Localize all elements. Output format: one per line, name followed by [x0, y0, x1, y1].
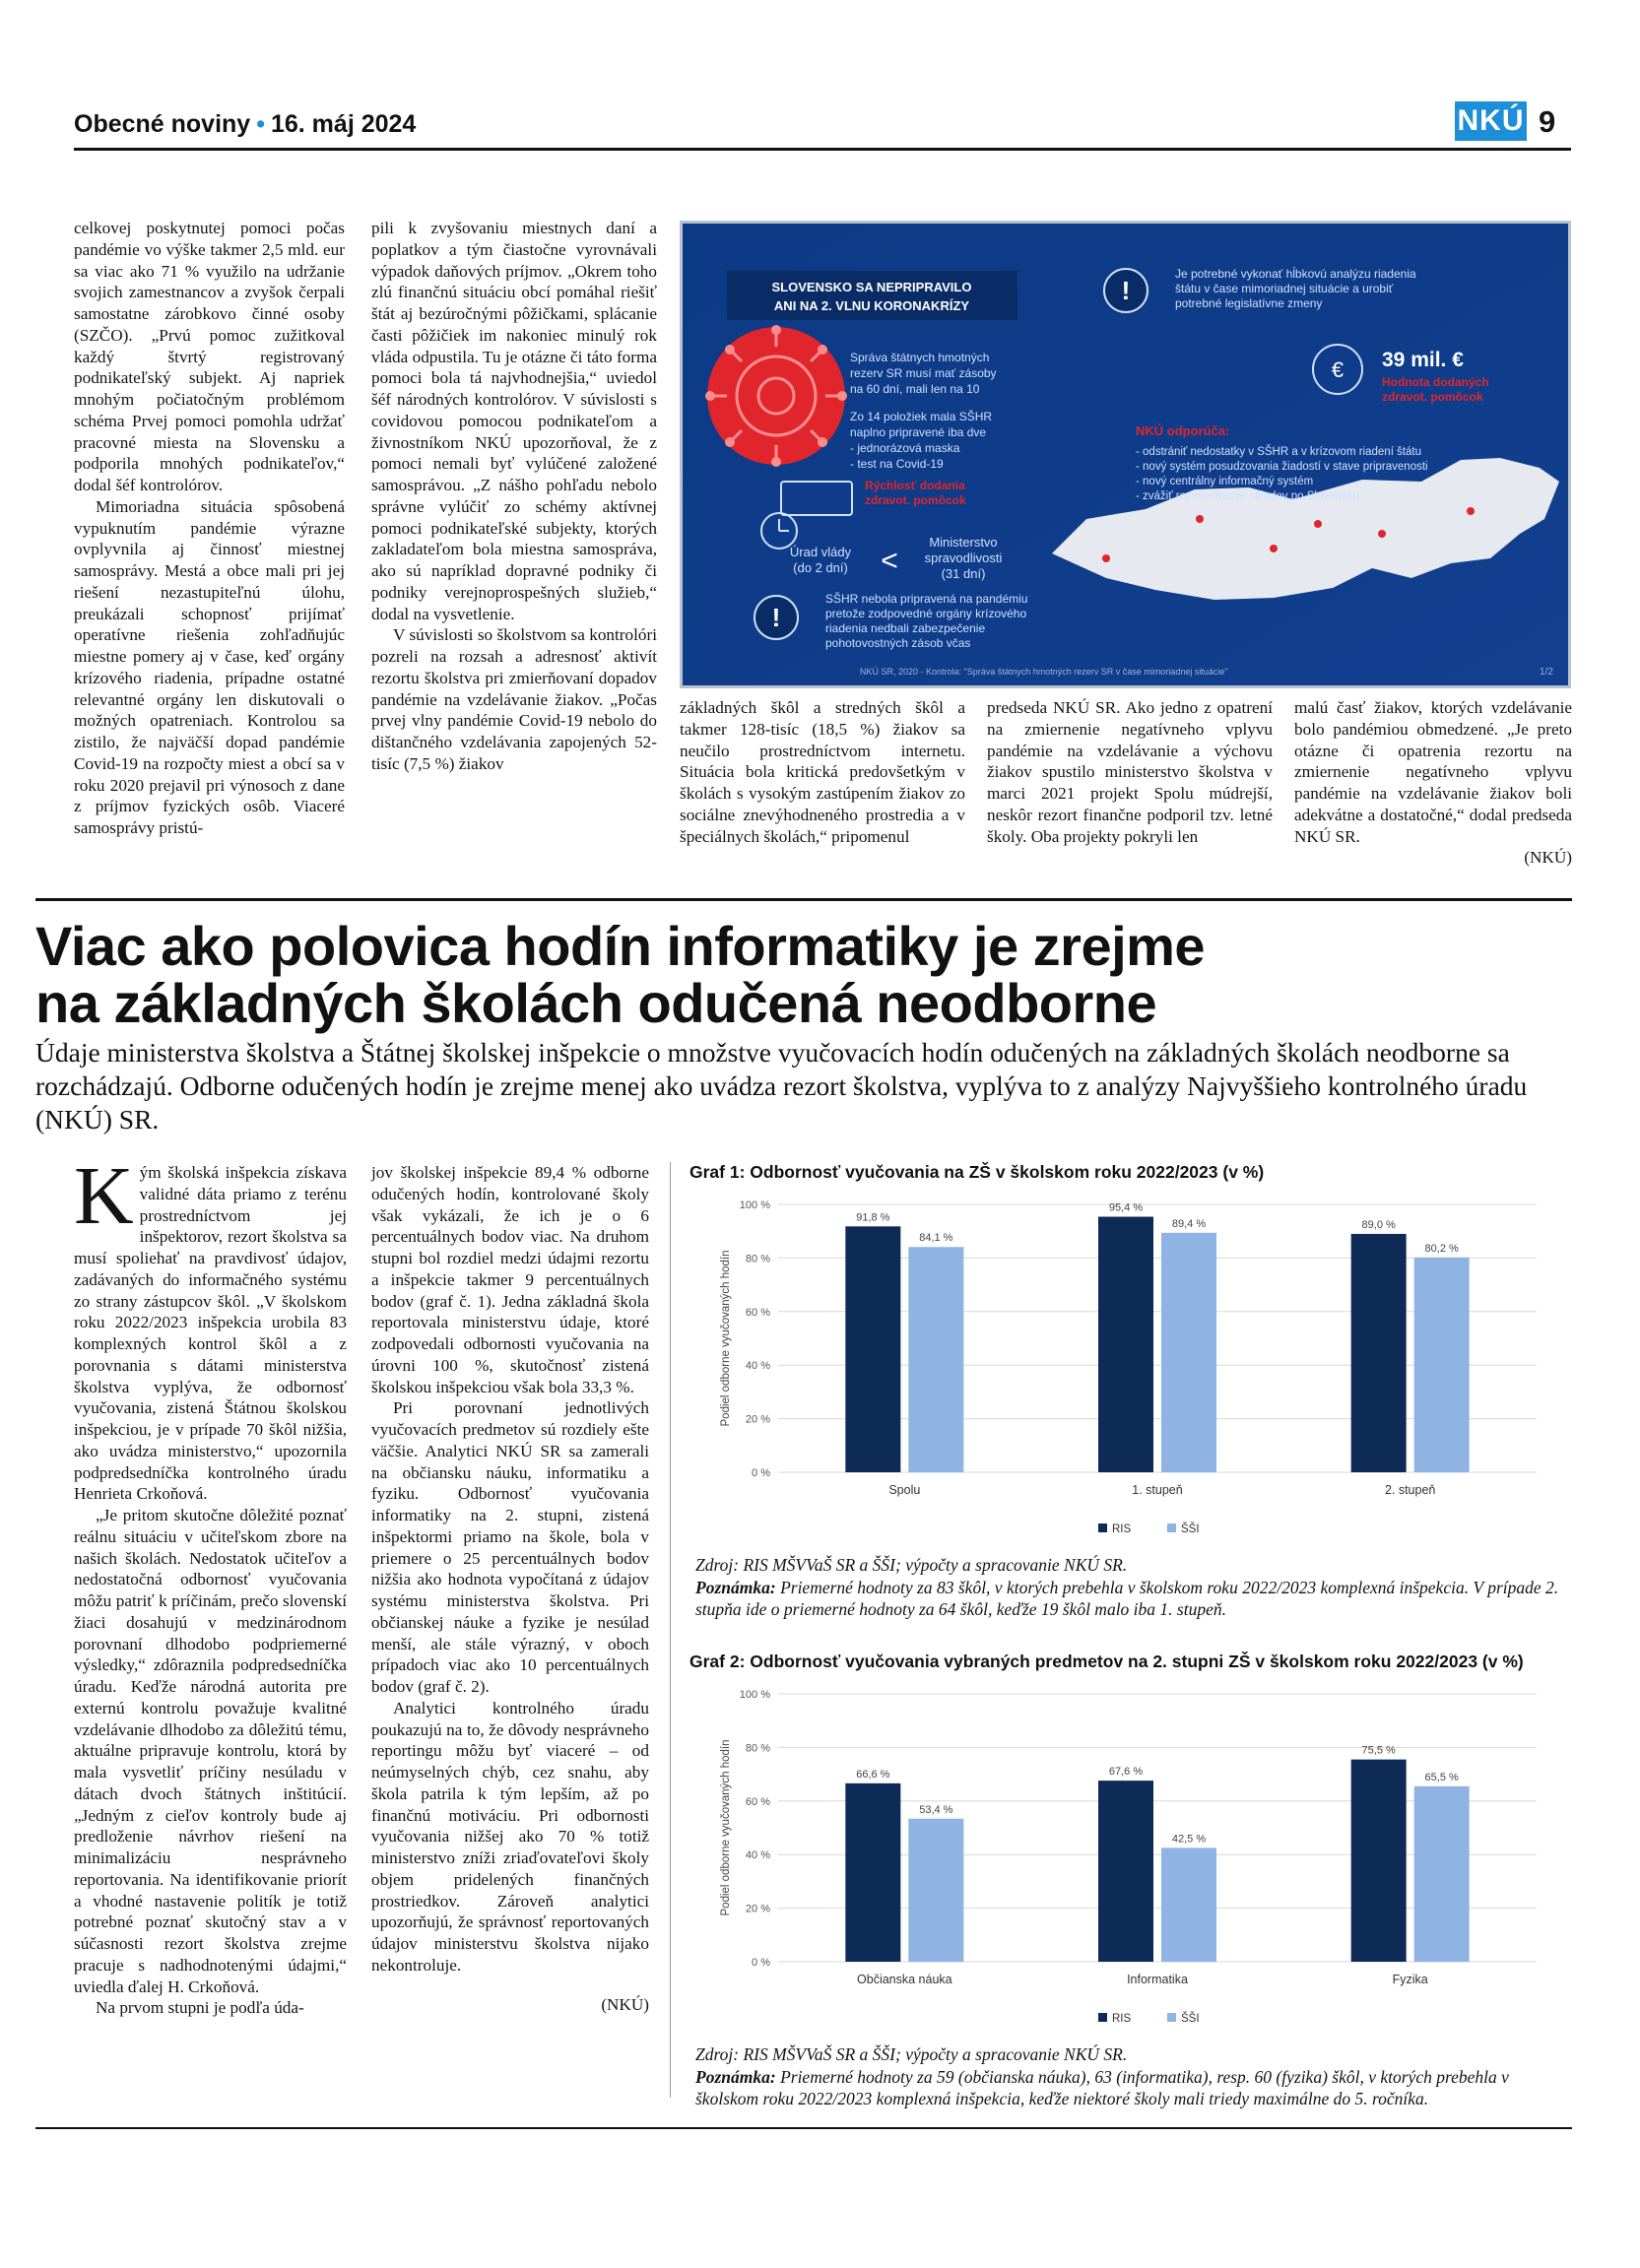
- amount-value: 39 mil. €: [1382, 349, 1464, 371]
- paragraph: pili k zvyšovaniu miestnych daní a poplatkov a tým čiastočne vyrovnávali výpadok daňových príjmov. „Okrem toho zlú finančnú situáciu obcí pomáhal riešiť štát aj bezúročnými pôžičkami, splácanie časti pôžičiek im nakoniec minulý rok vláda odpustila. Tu je otázne či táto forma pomoci bola tá najvhodnejšia,“ uviedol šéf národných kontrolórov. V súvislosti s covidovou pomocou podnikateľom a živnostníkom NKÚ upozorňoval, že z pomoci nemali byť vylúčené založené samosprávou. „Z nášho pohľadu nebolo správne vylúčiť zo schémy aktívnej pomoci podnikateľské subjekty, ktorých zakladateľom bola miestna samospráva, ako sú napríklad dopravné podniky či podniky verejnoprospešných služieb,“ dodal na vysvetlenie.: [371, 219, 657, 623]
- reserves-text-1: Správa štátnych hmotných: [850, 351, 990, 364]
- header-rule: [74, 148, 1571, 151]
- bar-ssi: [908, 1819, 963, 1962]
- drop-cap: K: [74, 1150, 134, 1242]
- nku-logo: NKÚ: [1455, 101, 1527, 141]
- y-tick-label: 0 %: [752, 1467, 770, 1479]
- covid-infographic: [680, 221, 1571, 688]
- bar-ris: [845, 1783, 900, 1962]
- sshr-text-3: riadenia nedbali zabezpečenie: [825, 621, 986, 635]
- data-label: 42,5 %: [1171, 1833, 1207, 1846]
- chart-2-note: Priemerné hodnoty za 59 (občianska náuka), 63 (informatika), resp. 60 (fyzika) škôl, v ktorých prebehla v školskom roku 2022/2023 komplexná inšpekcia, keďže niektoré školy mali triedy maximálne do 5. ročníka.: [695, 2066, 1509, 2108]
- publication-name: Obecné noviny: [74, 110, 251, 138]
- bar-ssi: [1414, 1258, 1470, 1472]
- ministry-2: spravodlivosti: [924, 551, 1003, 565]
- legend-swatch: [1098, 1523, 1107, 1532]
- paragraph: Na prvom stupni je podľa úda-: [96, 1998, 304, 2018]
- legend-label: ŠŠI: [1181, 2013, 1200, 2025]
- items-text-1: Zo 14 položiek mala SŠHR: [850, 410, 993, 423]
- recommendations-title: NKÚ odporúča:: [1136, 423, 1230, 438]
- euro-symbol: €: [1331, 357, 1345, 382]
- y-tick-label: 0 %: [752, 1957, 770, 1969]
- category-label: Občianska náuka: [857, 1973, 952, 1986]
- paragraph: [74, 1150, 347, 1505]
- gov-office-1: Úrad vlády: [789, 545, 852, 559]
- y-tick-label: 60 %: [745, 1795, 770, 1808]
- issue-date: 16. máj 2024: [270, 110, 417, 138]
- footer-rule: [35, 2127, 1572, 2129]
- legend-swatch: [1098, 2013, 1107, 2022]
- paragraph: Mimoriadna situácia spôsobená vypuknutím pandémie výrazne ovplyvnila aj činnosť miestnej samosprávy. Mestá a obce mali pri jej riešení nezastupiteľnú úlohu, preukázali schopnosť prijímať operatívne riešenia zohľadňujúc miestne pomery aj v čase, keď orgány krízového riadenia, prípadne ostatné relevantné orgány len diskutovali o možných opatreniach. Kontrolou sa zistilo, že najväčší dopad pandémie Covid-19 na rozpočty miest a obcí sa v roku 2020 prejavil pri výnosoch z dane z príjmov fyzických osôb. Viaceré samosprávy pristú-: [74, 496, 345, 837]
- y-tick-label: 20 %: [745, 1413, 770, 1426]
- bar-ris: [1351, 1234, 1407, 1472]
- bar-ris: [1098, 1781, 1153, 1962]
- category-label: Informatika: [1127, 1973, 1188, 1986]
- bar-ssi: [908, 1247, 963, 1472]
- legend-label: RIS: [1112, 2013, 1132, 2025]
- chart-2-source: Zdroj: RIS MŠVVaŠ SR a ŠŠI; výpočty a spracovanie NKÚ SR.: [695, 2044, 1128, 2064]
- article-column-2: [371, 1162, 649, 2015]
- sshr-text-2: pretože zodpovedné orgány krízového: [825, 607, 1027, 620]
- data-label: 53,4 %: [919, 1803, 953, 1816]
- ministry-3: (31 dní): [941, 566, 986, 581]
- amount-label-2: zdravot. pomôcok: [1382, 390, 1483, 404]
- legend-label: RIS: [1112, 1523, 1132, 1535]
- y-tick-label: 80 %: [745, 1253, 770, 1265]
- gov-office-2: (do 2 dní): [793, 560, 848, 575]
- headline-line-1: Viac ako polovica hodín informatiky je zrejme: [35, 915, 1206, 977]
- need-text-2: štátu v čase mimoriadnej situácie a urobiť: [1175, 282, 1394, 295]
- article-column-1: [74, 1150, 347, 2019]
- ministry-1: Ministerstvo: [929, 535, 998, 550]
- bar-ris: [845, 1226, 900, 1472]
- top-article-column-1: [74, 218, 345, 839]
- infographic-page: 1/2: [1540, 667, 1553, 678]
- y-tick-label: 40 %: [745, 1360, 770, 1373]
- paragraph: predseda NKÚ SR. Ako jedno z opatrení na zmiernenie negatívneho vplyvu pandémie na vzdelávanie a výchovu žiakov spustilo ministerstvo školstva v marci 2021 projekt Spolu múdrejší, neskôr rezort finančne podporil tzv. letné školy. Oba projekty pokryli len: [987, 698, 1273, 846]
- recommendation-1: - odstrániť nedostatky v SŠHR a v krízovom riadení štátu: [1136, 446, 1422, 458]
- y-tick-label: 60 %: [745, 1306, 770, 1319]
- data-label: 84,1 %: [919, 1232, 953, 1245]
- y-tick-label: 20 %: [745, 1903, 770, 1915]
- need-text-1: Je potrebné vykonať hĺbkovú analýzu riadenia: [1175, 267, 1416, 281]
- top-article-column-3: [680, 697, 965, 847]
- bar-ssi: [1161, 1233, 1216, 1472]
- headline-line-2: na základných školách odučená neodborne: [35, 972, 1157, 1034]
- paragraph: základných škôl a stredných škôl a takmer 128-tisíc (18,5 %) žiakov sa neučilo prostredníctvom internetu. Situácia bola kritická predovšetkým v školách s vysokým zastúpením žiakov zo sociálne znevýhodneného prostredia a v špeciálnych školách,“ pripomenul: [680, 698, 965, 846]
- exclamation-mark: !: [771, 603, 781, 632]
- data-label: 65,5 %: [1424, 1771, 1459, 1783]
- paragraph-text: ým školská inšpekcia získava validné dáta priamo z terénu prostredníctvom jej inšpektorov, rezort školstva sa musí spoliehať na pravdivosť údajov, zadávaných do informačného systému zo strany zástupcov škôl. „V školskom roku 2022/2023 inšpekcia urobila 83 komplexných kontrol škôl a z porovnania s dátami ministerstva školstva vyplýva, že odbornosť vyučovania, zistená Štátnou školskou inšpekciou, je v prípade 70 škôl nižšia, ako uvádza ministerstvo,“ upozornila podpredsedníčka kontrolného úradu Henrieta Crkoňová.: [74, 1163, 347, 1504]
- paragraph: Pri porovnaní jednotlivých vyučovacích predmetov sú rozdiely ešte väčšie. Analytici NKÚ SR sa zamerali na občiansku náuku, informatiku a fyziku. Odbornosť vyučovania informatiky na 2. stupni, zistená inšpektormi priamo na škole, bola v priemere o 25 percentuálnych bodov nižšia ako hodnota vypočítaná z údajov systému ministerstva školstva. Pri občianskej náuke a fyzike je nesúlad menší, ale stále výrazný, v oboch prípadoch viac ako 10 percentuálnych bodov (graf č. 2).: [371, 1398, 649, 1696]
- paragraph: „Je pritom skutočne dôležité poznať reálnu situáciu v učiteľskom zbore na našich školách. Nedostatok učiteľov a nedostatočná odbornosť vyučovania môžu patriť k príčinám, prečo slovenskí žiaci dosahujú v medzinárodnom porovnaní dlhodobo podpriemerné výsledky,“ zdôraznila podpredsedníčka úradu. Keďže národná autorita pre externú kontrolu považuje kvalitné vzdelávanie dlhodobo za dôležitú tému, aktuálne pripravuje kontrolu, ktorá by mala vysvetliť príčiny nesúladu v dátach dvoch štátnych inštitúcií. „Jedným z cieľov kontroly bude aj predloženie návrhov riešení na minimalizáciu nesprávneho reportovania. Na identifikovanie priorít a vhodné nastavenie politík je totiž potrebné poznať skutočný stav a v súčasnosti rezort školstva zrejme pracuje s nadhodnotenými údajmi,“ uviedla ďalej H. Crkoňová.: [74, 1506, 347, 1996]
- paragraph: jov školskej inšpekcie 89,4 % odborne odučených hodín, kontrolované školy však vykázali, že ich je o 6 percentuálnych bodov viac. Na druhom stupni bol rozdiel medzi údajmi rezortu a inšpekcie takmer 9 percentuálnych bodov (graf č. 1). Jedna základná škola reportovala ministerstvu údaje, ktoré zodpovedali odbornosti vyučovania na úrovni 100 %, skutočnosť zistená školskou inšpekciou však bola 33,3 %.: [371, 1163, 649, 1396]
- bar-ris: [1351, 1760, 1407, 1962]
- bar-ris: [1098, 1217, 1153, 1472]
- chart-2-title: Graf 2: Odbornosť vyučovania vybraných predmetov na 2. stupni ZŠ v školskom roku 2022/2023 (v %): [689, 1652, 1524, 1671]
- data-label: 67,6 %: [1108, 1766, 1144, 1779]
- sshr-text-4: pohotovostných zásob včas: [825, 636, 971, 650]
- chart-2-notes: [695, 2043, 1570, 2110]
- recommendation-4: - zvážiť rozmiestnenie skladov po Slovensku: [1136, 490, 1359, 502]
- paragraph: malú časť žiakov, ktorých vzdelávanie bolo pandémiou obmedzené. „Je preto otázne či opatrenia rezortu na zmiernenie negatívneho vplyvu pandémie na vzdelávanie žiakov boli adekvátne a dostatočné,“ dodal predseda NKÚ SR.: [1294, 698, 1572, 846]
- category-label: 1. stupeň: [1132, 1483, 1183, 1497]
- chart-2-note-label: Poznámka:: [695, 2066, 776, 2087]
- less-than-sign: <: [881, 545, 898, 577]
- y-axis-label: Podiel odborne vyučovaných hodín: [720, 1739, 732, 1916]
- infographic-title-1: SLOVENSKO SA NEPRIPRAVILO: [771, 280, 972, 294]
- recommendation-2: - nový systém posudzovania žiadostí v stave pripravenosti: [1136, 461, 1428, 473]
- chart-1-title: Graf 1: Odbornosť vyučovania na ZŠ v školskom roku 2022/2023 (v %): [689, 1162, 1265, 1182]
- paragraph: V súvislosti so školstvom sa kontrolóri pozreli na rozsah a adresnosť aktivít rezortu školstva pri zmierňovaní dopadov pandémie na vzdelávanie žiakov. „Počas prvej vlny pandémie Covid-19 nebolo do dištančného vzdelávania zapojených 52-tisíc (7,5 %) žiakov: [371, 625, 657, 773]
- recommendation-3: - nový centrálny informačný systém: [1136, 476, 1314, 487]
- category-label: 2. stupeň: [1384, 1483, 1436, 1497]
- top-article-column-2: [371, 218, 657, 775]
- chart-1-note-label: Poznámka:: [695, 1577, 776, 1597]
- column-divider: [670, 1162, 671, 2098]
- chart-1-note: Priemerné hodnoty za 83 škôl, v ktorých prebehla v školskom roku 2022/2023 komplexná inšpekcia. V prípade 2. stupňa ide o priemerné hodnoty za 64 škôl, keďže 19 škôl malo iba 1. stupeň.: [695, 1577, 1559, 1619]
- virus-icon: [705, 325, 847, 467]
- data-label: 75,5 %: [1361, 1744, 1396, 1757]
- sshr-text-1: SŠHR nebola pripravená na pandémiu: [825, 592, 1028, 606]
- data-label: 66,6 %: [856, 1768, 890, 1781]
- y-axis-label: Podiel odborne vyučovaných hodín: [720, 1250, 732, 1427]
- separator-dot: •: [256, 110, 265, 138]
- data-label: 89,0 %: [1361, 1218, 1396, 1231]
- items-text-4: - test na Covid-19: [850, 457, 944, 471]
- infographic-title-2: ANI NA 2. VLNU KORONAKRÍZY: [773, 298, 970, 313]
- speed-title-1: Rýchlosť dodania: [865, 479, 965, 492]
- chart-1-notes: [695, 1554, 1570, 1621]
- need-text-3: potrebné legislatívne zmeny: [1175, 296, 1323, 310]
- top-article-column-5: [1294, 697, 1572, 869]
- section-rule: [35, 898, 1572, 901]
- chart-2: [689, 1676, 1571, 2041]
- article-headline: [35, 915, 1572, 1034]
- chart-1: [689, 1187, 1571, 1551]
- top-article-column-4: [987, 697, 1273, 847]
- category-label: Fyzika: [1392, 1973, 1428, 1986]
- items-text-2: naplno pripravené iba dve: [850, 425, 987, 439]
- y-tick-label: 80 %: [745, 1742, 770, 1755]
- data-label: 95,4 %: [1108, 1201, 1144, 1214]
- category-label: Spolu: [888, 1483, 921, 1497]
- author-signature: (NKÚ): [601, 1994, 649, 2014]
- author-signature: (NKÚ): [1524, 848, 1572, 868]
- y-tick-label: 100 %: [739, 1199, 770, 1211]
- bar-ssi: [1161, 1847, 1216, 1962]
- legend-swatch: [1167, 1523, 1176, 1532]
- paragraph: Analytici kontrolného úradu poukazujú na to, že dôvody nesprávneho reportingu môžu byť viaceré – od neúmyselných chýb, cez snahu, aby škola patrila k tým lepším, až po finančnú motiváciu. Pri odbornosti vyučovania nižšej ako 70 % totiž ministerstvo zníži zriaďovateľovi školy objem pridelených finančných prostriedkov. Zároveň analytici upozorňujú, že správnosť reportovaných údajov ministerstvu školstva nijako nekontroluje.: [371, 1698, 649, 1975]
- items-text-3: - jednorázová maska: [850, 441, 960, 455]
- data-label: 80,2 %: [1424, 1242, 1459, 1255]
- article-lead: Údaje ministerstva školstva a Štátnej školskej inšpekcie o množstve vyučovacích hodín odučených na základných školách neodborne sa rozchádzajú. Odborne odučených hodín je zrejme menej ako uvádza rezort školstva, vyplýva to z analýzy Najvyššieho kontrolného úradu (NKÚ) SR.: [35, 1037, 1528, 1134]
- legend-label: ŠŠI: [1181, 1523, 1200, 1535]
- chart-1-source: Zdroj: RIS MŠVVaŠ SR a ŠŠI; výpočty a spracovanie NKÚ SR.: [695, 1555, 1128, 1575]
- paragraph: celkovej poskytnutej pomoci počas pandémie vo výške takmer 2,5 mld. eur sa viac ako 71 % využilo na udržanie svojich zamestnancov a zvyšok čerpali samostatne zárobkovo činné osoby (SZČO). „Prvú pomoc zužitkoval každý štvrtý registrovaný podnikateľský subjekt. Aj napriek mnohým počiatočným problémom schéma Prvej pomoci pomohla udržať pracovné miesta na Slovensku a podporila mnohých podnikateľov,“ dodal šéf kontrolórov.: [74, 219, 345, 494]
- reserves-text-3: na 60 dní, mali len na 10: [850, 382, 980, 396]
- y-tick-label: 100 %: [739, 1689, 770, 1701]
- legend-swatch: [1167, 2013, 1176, 2022]
- data-label: 89,4 %: [1171, 1217, 1207, 1230]
- page-number: 9: [1539, 104, 1556, 139]
- speed-title-2: zdravot. pomôcok: [865, 493, 966, 507]
- exclamation-mark: !: [1121, 276, 1131, 305]
- data-label: 91,8 %: [856, 1211, 890, 1224]
- amount-label-1: Hodnota dodaných: [1382, 375, 1489, 389]
- infographic-source: NKÚ SR, 2020 - Kontrola: "Správa štátnych hmotných rezerv SR v čase mimoriadnej situácie": [860, 667, 1228, 677]
- bar-ssi: [1414, 1786, 1470, 1962]
- masthead: [74, 110, 416, 139]
- reserves-text-2: rezerv SR musí mať zásoby: [850, 366, 997, 380]
- y-tick-label: 40 %: [745, 1849, 770, 1862]
